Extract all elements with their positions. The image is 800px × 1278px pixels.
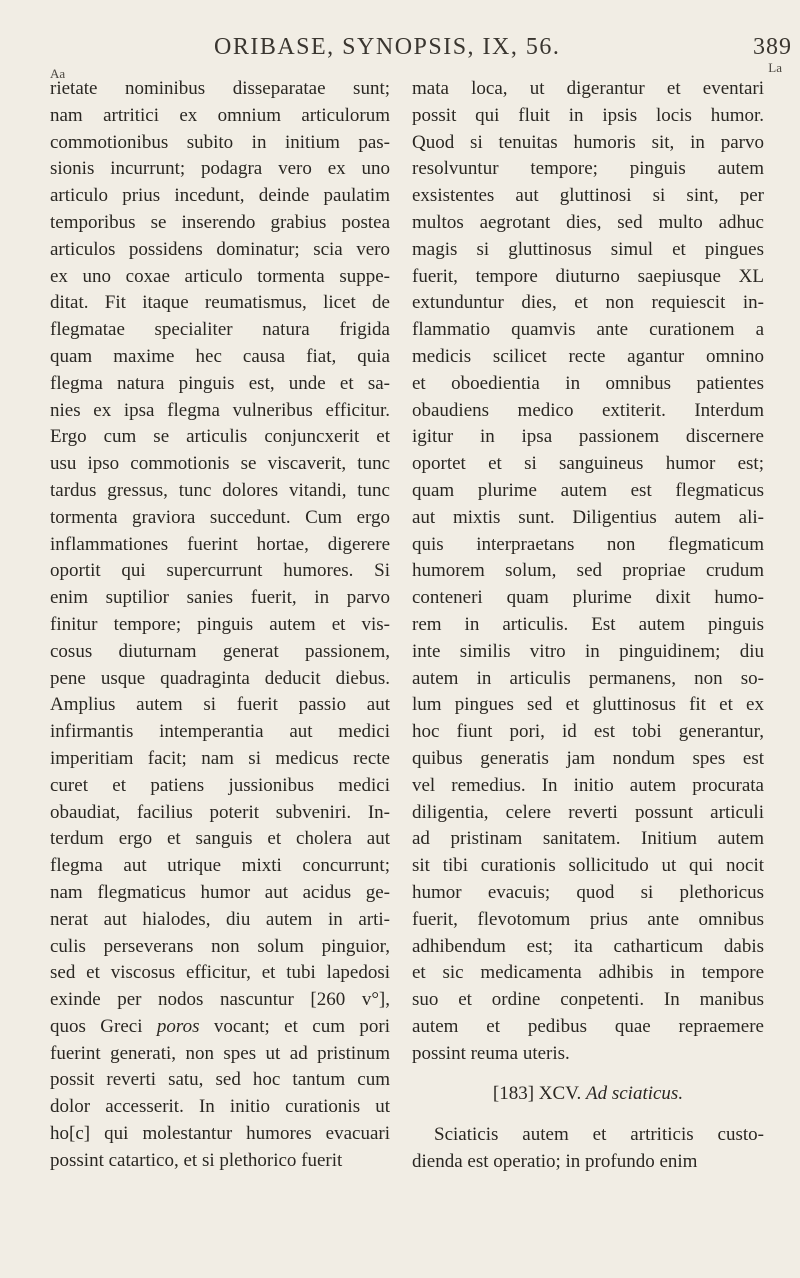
text-line: fuerit, flevotomum prius ante omnibus bbox=[412, 908, 764, 930]
text-line: Sciaticis autem et artriticis custo- bbox=[434, 1124, 764, 1146]
text-line: obaudiat, facilius poterit subveniri. In- bbox=[50, 801, 390, 823]
running-title: ORIBASE, SYNOPSIS, IX, 56. bbox=[214, 34, 561, 60]
text-line: et oboedientia in omnibus patientes bbox=[412, 372, 764, 394]
text-line: Quod si tenuitas humoris sit, in parvo bbox=[412, 131, 764, 153]
text-line: terdum ergo et sanguis et cholera aut bbox=[50, 828, 390, 850]
section-heading-prefix: [183] XCV. bbox=[492, 1083, 586, 1105]
text-line: lum pingues sed et gluttinosus fit et ex bbox=[412, 694, 764, 716]
text-line: igitur in ipsa passionem discernere bbox=[412, 426, 764, 448]
text-line: quis interpraetans non flegmaticum bbox=[412, 533, 764, 555]
text-line: sed et viscosus efficitur, et tubi lapedosi bbox=[50, 962, 390, 984]
margin-note-right: La bbox=[768, 60, 782, 75]
text-line: cosus diuturnam generat passionem, bbox=[50, 640, 390, 662]
text-line: inflammationes fuerint hortae, digerere bbox=[50, 533, 390, 555]
margin-note-left: Aa bbox=[50, 66, 66, 81]
text-line: quam maxime hec causa fiat, quia bbox=[50, 345, 390, 367]
section-heading-title: Ad sciaticus. bbox=[585, 1083, 684, 1105]
text-line: pene usque quadraginta deducit diebus. bbox=[50, 667, 390, 689]
text-line: articulo prius incedunt, deinde paulatim bbox=[50, 185, 390, 207]
text-line: temporibus se inserendo grabius postea bbox=[50, 211, 390, 233]
text-line: finitur tempore; pinguis autem et vis- bbox=[50, 613, 390, 635]
text-line: ad pristinam sanitatem. Initium autem bbox=[412, 828, 764, 850]
text-line: conteneri quam plurime dixit humo- bbox=[412, 587, 764, 609]
section-heading bbox=[412, 1081, 764, 1108]
text-line: exsistentes aut gluttinosi si sint, per bbox=[412, 185, 764, 207]
text-line: fuerint generati, non spes ut ad pristinum bbox=[50, 1042, 390, 1064]
right-column bbox=[412, 76, 764, 1176]
text-line: hoc fiunt pori, id est tobi generantur, bbox=[412, 721, 764, 743]
text-line: oportet et si sanguineus humor est; bbox=[412, 453, 764, 475]
italic-term: poros bbox=[156, 1015, 200, 1037]
text-line: enim suptilior sanies fuerit, in parvo bbox=[50, 587, 390, 609]
text-line: commotionibus subito in initium pas- bbox=[50, 131, 390, 153]
text-line: possit reverti satu, sed hoc tantum cum bbox=[50, 1069, 390, 1091]
text-line: mata loca, ut digerantur et eventari bbox=[412, 78, 764, 99]
text-line: fuerit, tempore diuturno saepiusque XL bbox=[412, 265, 764, 287]
text-line: autem in articulis permanens, non so- bbox=[412, 667, 764, 689]
text-line: quam plurime autem est flegmaticus bbox=[412, 479, 764, 501]
text-line-with-italic bbox=[50, 1014, 390, 1041]
text-line: flegmatae specialiter natura frigida bbox=[50, 319, 390, 341]
text-line: ditat. Fit itaque reumatismus, licet de bbox=[50, 292, 390, 314]
text-line: medicis scilicet recte agantur omnino bbox=[412, 345, 764, 367]
text-line: inte similis vitro in pinguidinem; diu bbox=[412, 640, 764, 662]
running-header bbox=[0, 34, 800, 64]
text-line: et sic medicamenta adhibis in tempore bbox=[412, 962, 764, 984]
text-line: extunduntur dies, et non requiescit in- bbox=[412, 292, 764, 314]
text-line: exinde per nodos nascuntur [260 v°], bbox=[50, 989, 390, 1011]
text-line: multos aegrotant dies, sed multo adhuc bbox=[412, 211, 764, 233]
text-line: dienda est operatio; in profundo enim bbox=[412, 1151, 698, 1173]
text-line: possit qui fluit in ipsis locis humor. bbox=[412, 104, 764, 126]
text-line: rietate nominibus disseparatae sunt; bbox=[50, 78, 390, 99]
text-segment: quos Greci bbox=[50, 1015, 157, 1037]
text-line: humor evacuis; quod si plethoricus bbox=[412, 881, 764, 903]
text-line: nam flegmaticus humor aut acidus ge- bbox=[50, 881, 390, 903]
text-line: rem in articulis. Est autem pinguis bbox=[412, 613, 764, 635]
text-line: diligentia, celere reverti possunt articuli bbox=[412, 801, 764, 823]
text-segment: vocant; et cum pori bbox=[199, 1015, 390, 1037]
spacer bbox=[412, 1108, 764, 1122]
text-line: flammatio quamvis ante curationem a bbox=[412, 319, 764, 341]
spacer bbox=[412, 1067, 764, 1081]
text-line: sit tibi curationis sollicitudo ut qui nocit bbox=[412, 855, 764, 877]
text-line: aut mixtis sunt. Diligentius autem ali- bbox=[412, 506, 764, 528]
text-line: Ergo cum se articulis conjuncxerit et bbox=[50, 426, 390, 448]
text-line: tormenta graviora succedunt. Cum ergo bbox=[50, 506, 390, 528]
text-line: curet et patiens jussionibus medici bbox=[50, 774, 390, 796]
text-line: possint catartico, et si plethorico fuerit bbox=[50, 1149, 343, 1171]
left-column bbox=[50, 76, 390, 1175]
text-line: culis perseverans non solum pinguior, bbox=[50, 935, 390, 957]
text-line: infirmantis intemperantia aut medici bbox=[50, 721, 390, 743]
text-line: dolor accesserit. In initio curationis ut bbox=[50, 1096, 390, 1118]
text-line: ex uno coxae articulo tormenta suppe- bbox=[50, 265, 390, 287]
text-line: usu ipso commotionis se viscaverit, tunc bbox=[50, 453, 390, 475]
text-line: resolvuntur tempore; pinguis autem bbox=[412, 158, 764, 180]
text-line: ho[c] qui molestantur humores evacuari bbox=[50, 1123, 390, 1145]
text-line: tardus gressus, tunc dolores vitandi, tunc bbox=[50, 479, 390, 501]
text-line: articulos possidens dominatur; scia vero bbox=[50, 238, 390, 260]
text-line: oportit qui supercurrunt humores. Si bbox=[50, 560, 390, 582]
page-number: 389 bbox=[753, 34, 792, 60]
text-line: Amplius autem si fuerit passio aut bbox=[50, 694, 390, 716]
text-line: flegma aut utrique mixti concurrunt; bbox=[50, 855, 390, 877]
text-line: humorem solum, sed propriae crudum bbox=[412, 560, 764, 582]
text-line: suo et ordine conpetenti. In manibus bbox=[412, 989, 764, 1011]
text-line: possint reuma uteris. bbox=[412, 1042, 570, 1064]
text-line: obaudiens medico extiterit. Interdum bbox=[412, 399, 764, 421]
text-line: nerat aut hialodes, diu autem in arti- bbox=[50, 908, 390, 930]
text-line: sionis incurrunt; podagra vero ex uno bbox=[50, 158, 390, 180]
text-line: magis si gluttinosus simul et pingues bbox=[412, 238, 764, 260]
text-line: nies ex ipsa flegma vulneribus efficitur. bbox=[50, 399, 390, 421]
text-line: flegma natura pinguis est, unde et sa- bbox=[50, 372, 390, 394]
text-line: adhibendum est; ita catharticum dabis bbox=[412, 935, 764, 957]
text-line: autem et pedibus quae repraemere bbox=[412, 1015, 764, 1037]
text-line: vel remedius. In initio autem procurata bbox=[412, 774, 764, 796]
text-line: quibus generatis jam nondum spes est bbox=[412, 747, 764, 769]
text-line: nam artritici ex omnium articulorum bbox=[50, 104, 390, 126]
text-line: imperitiam facit; nam si medicus recte bbox=[50, 747, 390, 769]
